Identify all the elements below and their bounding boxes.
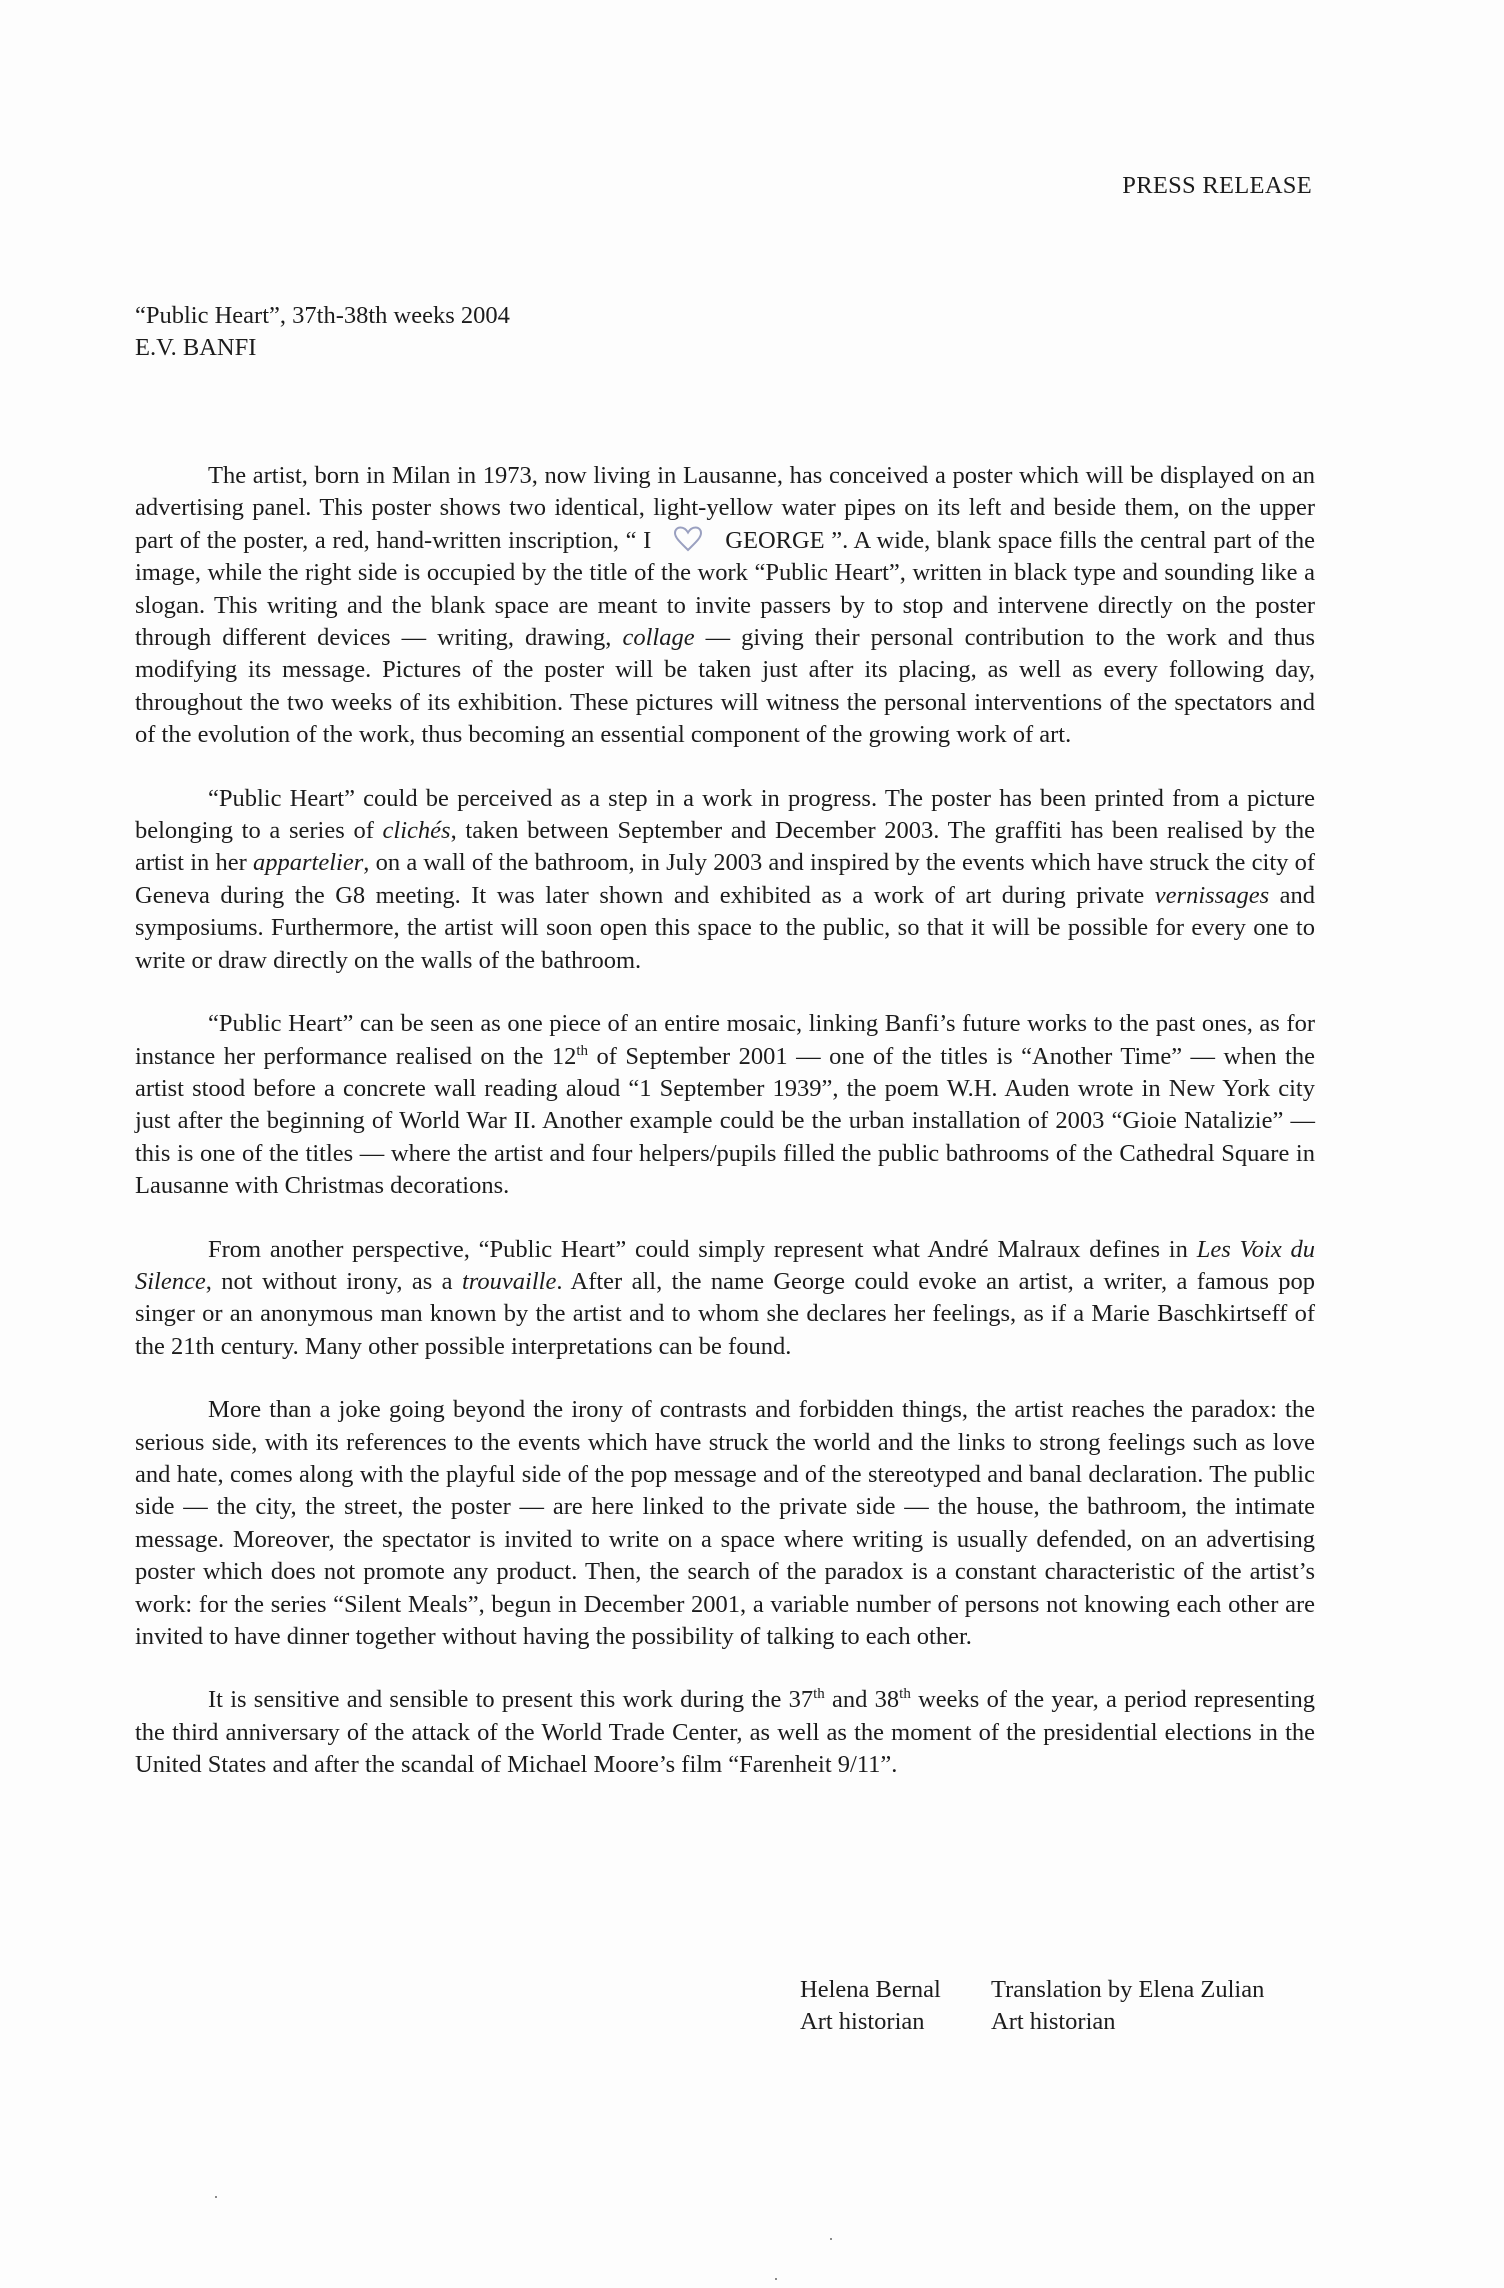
press-release-body <box>135 460 1315 1782</box>
paragraph-2: “Public Heart” could be perceived as a step in a work in progress. The poster has been printed from a picture belonging to a series of clichés, taken between September and December 2003. The graffiti has been realised by the artist in her appartelier, on a wall of the bathroom, in July 2003 and inspired by the events which have struck the city of Geneva during the G8 meeting. It was later shown and exhibited as a work of art during private vernissages and symposiums. Furthermore, the artist will soon open this space to the public, so that it will be possible for every one to write or draw directly on the walls of the bathroom. <box>135 784 1316 974</box>
paragraph-1: The artist, born in Milan in 1973, now living in Lausanne, has conceived a poster which will be displayed on an advertising panel. This poster shows two identical, light-yellow water pipes on its left and beside them, on the upper part of the poster, a red, hand-written inscription, “ I GEORGE ”. A wide, blank space fills the central part of the image, while the right side is occupied by the title of the work “Public Heart”, written in black type and sounding like a slogan. This writing and the blank space are meant to invite passers by to stop and intervene directly on the poster through different devices — writing, drawing, collage — giving their personal contribution to the work and thus modifying its message. Pictures of the poster will be taken just after its placing, as well as every following day, throughout the two weeks of its exhibition. These pictures will witness the personal interventions of the spectators and of the evolution of the work, thus becoming an essential component of the growing work of art. <box>135 462 1316 749</box>
author-name: Helena Bernal <box>800 1976 941 2003</box>
translator-name: Translation by Elena Zulian <box>991 1976 1265 2003</box>
author-role: Art historian <box>800 2008 925 2035</box>
work-title: “Public Heart”, 37th-38th weeks 2004 <box>135 302 510 329</box>
scan-speck <box>775 2278 777 2280</box>
scan-speck <box>830 2238 832 2240</box>
heart-icon <box>673 526 703 552</box>
artist-name: E.V. BANFI <box>135 334 257 361</box>
title-block <box>135 300 510 364</box>
translator-signature <box>991 1974 1264 2038</box>
author-signature <box>800 1974 941 2038</box>
scan-speck <box>215 2196 217 2198</box>
paragraph-4: From another perspective, “Public Heart” could simply represent what André Malraux defines in Les Voix du Silence, not without irony, as a trouvaille. After all, the name George could evoke an artist, a writer, a famous pop singer or an anonymous man known by the artist and to whom she declares her feelings, as if a Marie Baschkirtseff of the 21th century. Many other possible interpretations can be found. <box>135 1235 1316 1360</box>
translator-role: Art historian <box>991 2008 1116 2035</box>
paragraph-3: “Public Heart” can be seen as one piece of an entire mosaic, linking Banfi’s future works to the past ones, as for instance her performance realised on the 12th of September 2001 — one of the titles is “Another Time” — when the artist stood before a concrete wall reading aloud “1 September 1939”, the poem W.H. Auden wrote in New York city just after the beginning of World War II. Another example could be the urban installation of 2003 “Gioie Natalizie” — this is one of the titles — where the artist and four helpers/pupils filled the public bathrooms of the Cathedral Square in Lausanne with Christmas decorations. <box>135 1010 1316 1200</box>
press-release-label: PRESS RELEASE <box>1122 172 1312 199</box>
paragraph-6: It is sensitive and sensible to present this work during the 37th and 38th weeks of the year, a period representing the third anniversary of the attack of the World Trade Center, as well as the moment of the presidential elections in the United States and after the scandal of Michael Moore’s film “Farenheit 9/11”. <box>135 1686 1316 1779</box>
paragraph-5: More than a joke going beyond the irony of contrasts and forbidden things, the artist reaches the paradox: the serious side, with its references to the events which have struck the world and the links to strong feelings such as love and hate, comes along with the playful side of the pop message and of the stereotyped and banal declaration. The public side — the city, the street, the poster — are here linked to the private side — the house, the bathroom, the intimate message. Moreover, the spectator is invited to write on a space where writing is usually defended, on an advertising poster which does not promote any product. Then, the search of the paradox is a constant characteristic of the artist’s work: for the series “Silent Meals”, begun in December 2001, a variable number of persons not knowing each other are invited to have dinner together without having the possibility of talking to each other. <box>135 1396 1315 1650</box>
